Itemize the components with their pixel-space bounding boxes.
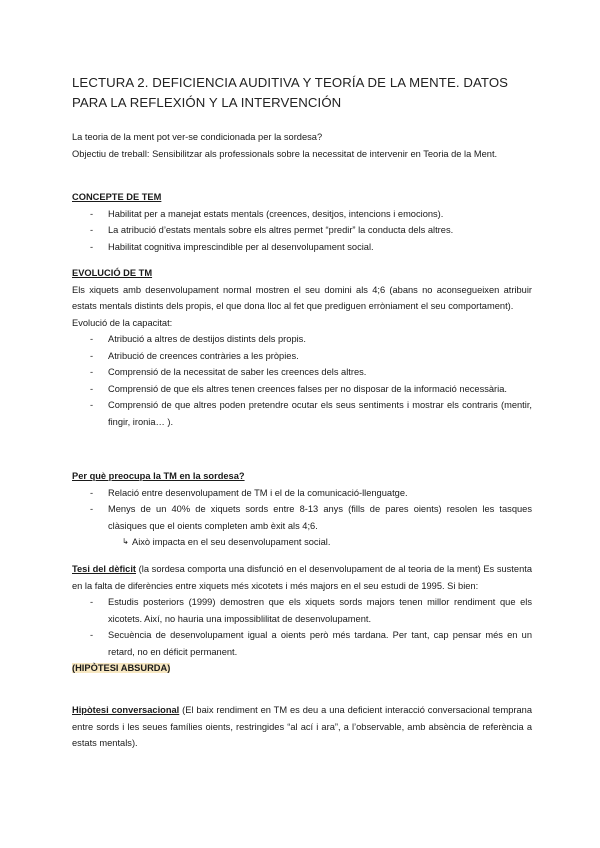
list-marker: - <box>90 350 94 361</box>
list-marker: - <box>90 334 94 344</box>
list-marker: - <box>90 241 94 252</box>
list-item-text: Secuència de desenvolupament igual a oients però més tardana. Per tant, cap pensar més en un retard, no en déficit permanent. <box>108 630 532 657</box>
evolucio-heading: EVOLUCIÓ DE TM <box>72 268 153 278</box>
hipotesi-text: (El baix rendiment en TM es deu a una deficient interacció conversacional temprana entre sords i les seues famílies oients, restringides “al ací i ara”, a l’observable, amb absència de referència a estats mentals). <box>72 705 532 748</box>
arrow-icon: ↳ <box>122 537 129 546</box>
perque-section <box>72 468 532 551</box>
list-item-text: Relació entre desenvolupament de TM i el de la comunicació-llenguatge. <box>108 487 408 498</box>
list-item <box>72 485 532 502</box>
hipotesi-section <box>72 702 532 752</box>
tesi-text: (la sordesa comporta una disfunció en el desenvolupament de al teoria de la ment) Es sustenta en la falta de diferències entre xiquets més xicotets i més majors en el seu estudi de 1995. Si bien: <box>72 564 532 591</box>
list-marker: - <box>90 383 94 394</box>
sub-list-item <box>72 534 532 551</box>
list-item <box>72 501 532 534</box>
tesi-highlight-line <box>72 660 532 677</box>
list-item <box>72 594 532 627</box>
list-item-text: Menys de un 40% de xiquets sords entre 8-13 anys (fills de pares oients) resolen les tasques clàsiques que el oients completen amb èxit als 4;6. <box>108 504 532 531</box>
intro-section <box>72 129 532 162</box>
tesi-label: Tesi del dèficit <box>72 564 137 574</box>
list-item-text: Comprensió de la necessitat de saber les creences dels altres. <box>108 367 367 377</box>
intro-question: La teoria de la ment pot ver-se condicionada per la sordesa? <box>72 132 323 142</box>
tesi-section <box>72 561 532 677</box>
list-item-text: Comprensió de que els altres tenen creences falses per no disposar de la informació necessària. <box>108 383 507 394</box>
list-item <box>72 222 532 239</box>
list-item <box>72 348 532 365</box>
hipotesi-absurda-highlight: (HIPÒTESI ABSURDA) <box>72 663 171 673</box>
list-item <box>72 239 532 256</box>
list-marker: - <box>90 487 94 498</box>
evolucio-section <box>72 265 532 430</box>
list-marker: - <box>90 367 94 377</box>
concepte-section <box>72 189 532 255</box>
list-item-text: Habilitat per a manejat estats mentals (creences, desitjos, intencions i emocions). <box>108 208 444 219</box>
list-marker: - <box>90 504 94 514</box>
list-item-text: Estudis posteriors (1999) demostren que els xiquets sords majors tenen millor rendiment que els xicotets. Així, no hauria una impossiblilitat de desenvolupament. <box>108 597 532 624</box>
list-item <box>72 331 532 348</box>
list-item-text: Atribució de creences contràries a les pròpies. <box>108 350 299 361</box>
intro-objective: Objectiu de treball: Sensibilitzar als professionals sobre la necessitat de intervenir en Teoria de la Ment. <box>72 148 498 159</box>
list-marker: - <box>90 208 94 219</box>
list-item-text: Comprensió de que altres poden pretendre ocutar els seus sentiments i mostrar els contraris (mentir, fingir, ironia… ). <box>108 400 532 427</box>
concepte-heading: CONCEPTE DE TEM <box>72 192 162 202</box>
hipotesi-label: Hipòtesi conversacional <box>72 705 180 715</box>
tesi-paragraph <box>72 561 532 594</box>
list-item <box>72 206 532 223</box>
sub-item-text: Això impacta en el seu desenvolupament social. <box>132 537 331 547</box>
list-item <box>72 627 532 660</box>
perque-heading: Per què preocupa la TM en la sordesa? <box>72 471 245 481</box>
evolucio-paragraph: Els xiquets amb desenvolupament normal mostren el seu domini als 4;6 (abans no aconsegueixen atribuir estats mentals distints dels propis, el que dona lloc al fet que prediguen erròniament el seu comportament). <box>72 284 532 311</box>
list-item <box>72 364 532 381</box>
page-title: LECTURA 2. DEFICIENCIA AUDITIVA Y TEORÍA DE LA MENTE. DATOS PARA LA REFLEXIÓN Y LA INTERVENCIÓN <box>72 75 509 110</box>
list-marker: - <box>90 630 94 640</box>
list-marker: - <box>90 400 94 410</box>
list-item <box>72 381 532 398</box>
list-item-text: Habilitat cognitiva imprescindible per al desenvolupament social. <box>108 241 374 252</box>
list-item-text: La atribució d’estats mentals sobre els altres permet “predir” la conducta dels altres. <box>108 225 454 235</box>
list-item-text: Atribució a altres de destijos distints dels propis. <box>108 334 306 344</box>
list-marker: - <box>90 225 94 235</box>
list-marker: - <box>90 597 94 607</box>
list-item <box>72 397 532 430</box>
capacity-label: Evolució de la capacitat: <box>72 317 173 328</box>
